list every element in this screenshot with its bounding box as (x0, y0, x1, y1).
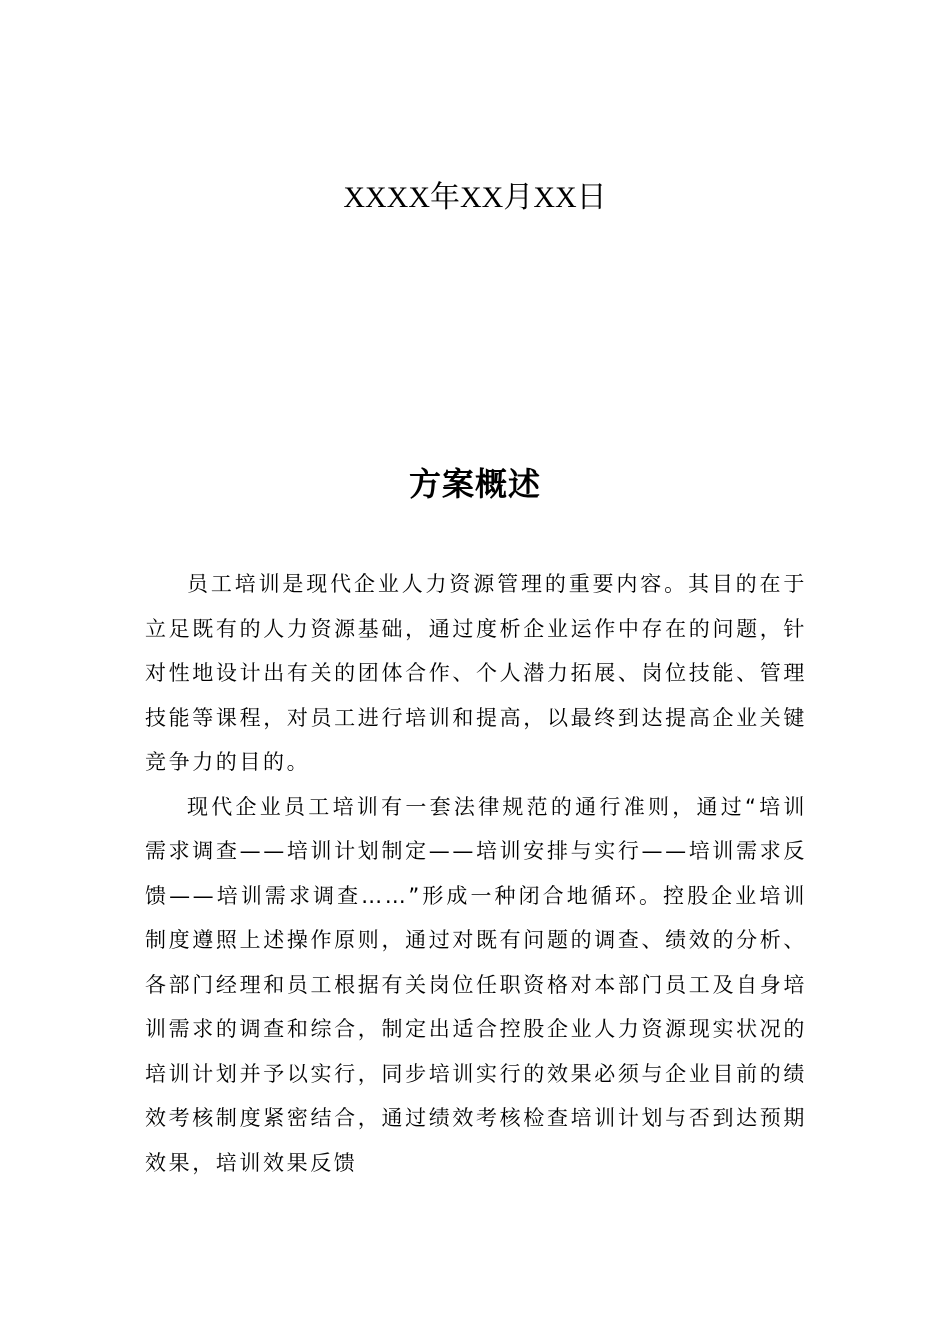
body-text (145, 562, 807, 1185)
document-date: XXXX年XX月XX日 (343, 181, 607, 214)
section-title: 方案概述 (408, 465, 541, 503)
paragraph: 员工培训是现代企业人力资源管理的重要内容。其目的在于立足既有的人力资源基础，通过度析企业运作中存在的问题，针对性地设计出有关的团体合作、个人潜力拓展、岗位技能、管理技能等课程，对员工进行培训和提高，以最终到达提高企业关键竞争力的目的。 (145, 572, 807, 774)
paragraph: 现代企业员工培训有一套法律规范的通行准则，通过“培训需求调查——培训计划制定——培训安排与实行——培训需求反馈——培训需求调查……”形成一种闭合地循环。控股企业培训制度遵照上述操作原则，通过对既有问题的调查、绩效的分析、各部门经理和员工根据有关岗位任职资格对本部门员工及自身培训需求的调查和综合，制定出适合控股企业人力资源现实状况的培训计划并予以实行，同步培训实行的效果必须与企业目前的绩效考核制度紧密结合，通过绩效考核检查培训计划与否到达预期效果，培训效果反馈 (145, 794, 807, 1175)
